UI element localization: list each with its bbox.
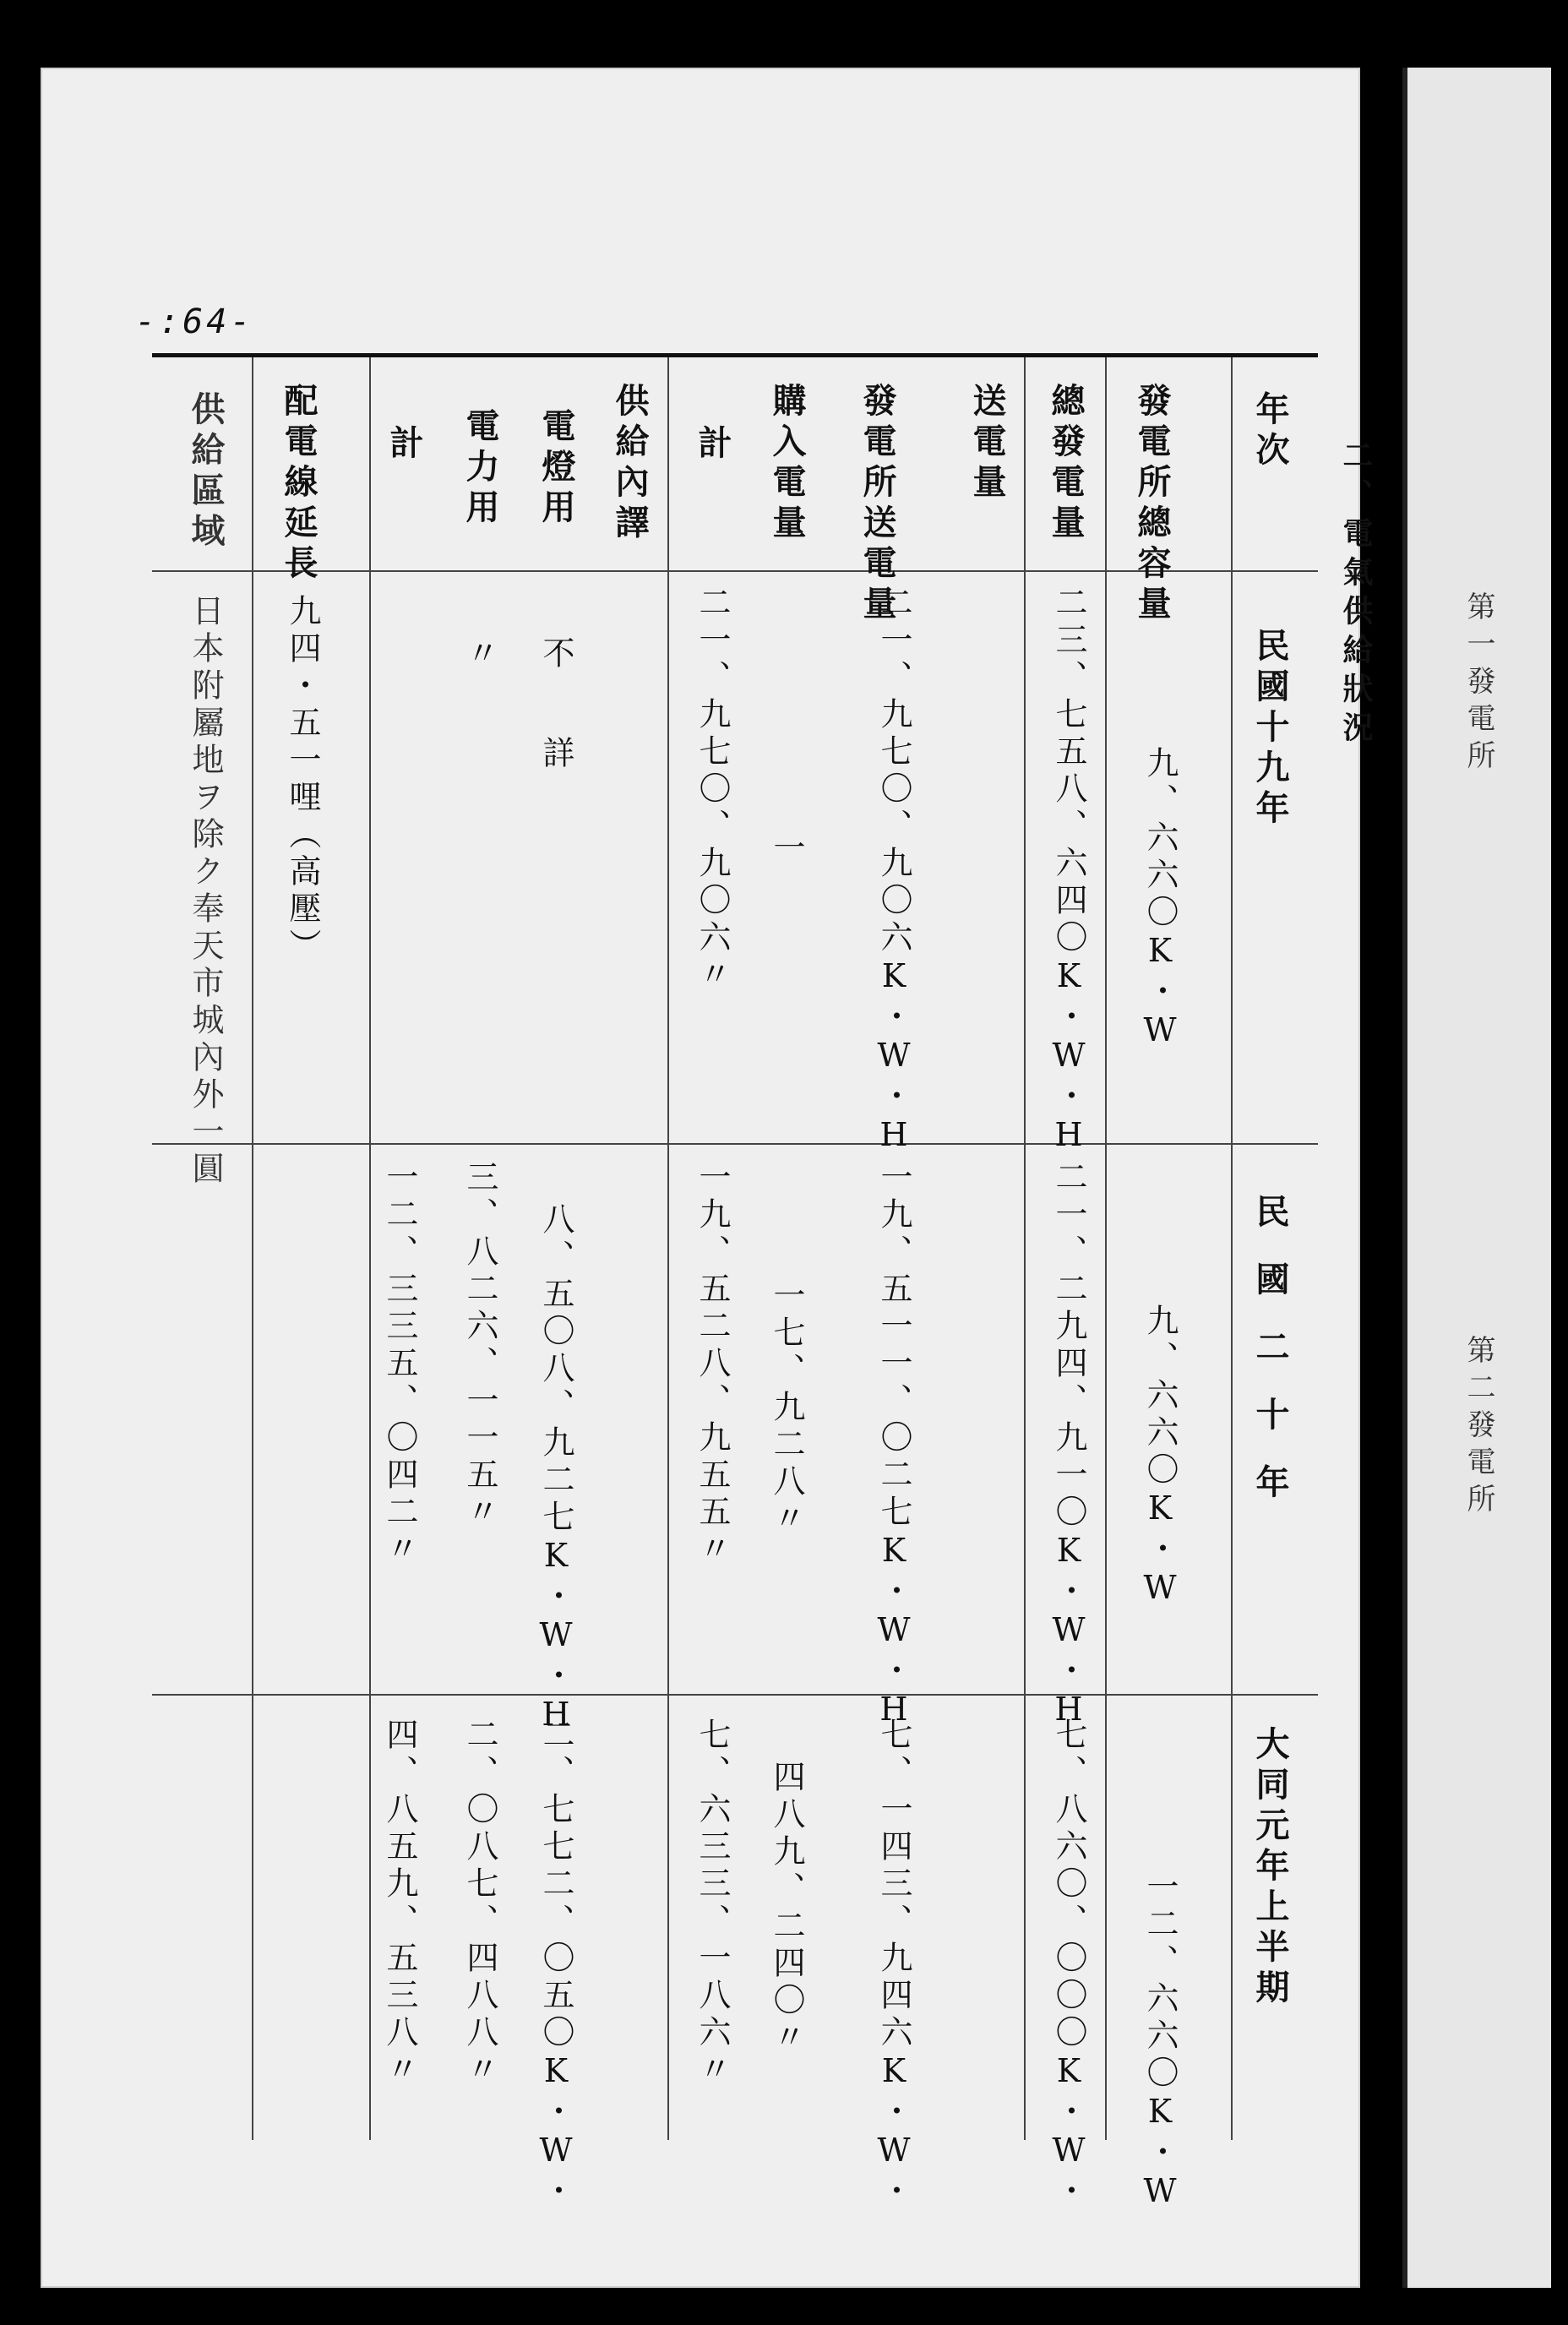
purchase-cell: 一 [768,830,805,868]
header-subtotal: 計 [693,425,732,466]
header-year: 年次 [1250,391,1290,472]
gen-total-cell: 二三、七五八、六四〇K・W・H [1050,585,1087,1158]
header-total: 計 [384,425,424,466]
header-line-length: 配電線延長 [279,383,318,585]
capacity-cell: 一二、六六〇K・W [1141,1870,1179,2214]
header-supply-breakdown: 供給內譯 [610,383,650,545]
plant-send-cell: 七、一四三、九四六K・W・ [875,1718,912,2211]
lighting-cell: 八、五〇八、九二七K・W・H [537,1202,574,1738]
purchase-cell: 四八九、二四〇〃 [768,1760,805,2057]
line-length-cell: 九四・五一哩（高壓） [284,594,321,966]
power-cell: 二、〇八七、四八八〃 [461,1718,498,2089]
lighting-cell: 不詳 [537,636,574,836]
adjacent-page [1402,68,1551,2288]
header-lighting: 電燈用 [536,408,576,530]
year-cell: 民國十九年 [1250,628,1290,830]
lighting-cell: 二、七七二、〇五〇K・W・ [537,1718,574,2211]
purchase-cell: 一七、九二八〃 [768,1278,805,1538]
plant-send-cell: 二一、九七〇、九〇六K・W・H [875,585,912,1158]
adjacent-page-text: 第二發電所 [1462,1335,1495,1521]
year-cell: 民國二十年 [1250,1194,1290,1532]
power-cell: 三、八二六、一一五〃 [461,1160,498,1532]
plant-send-cell: 一九、五一一、〇二七K・W・H [875,1160,912,1733]
year-cell: 大同元年上半期 [1250,1726,1290,2010]
header-send: 送電量 [967,383,1007,504]
total-cell: 一二、三三五、〇四二〃 [381,1160,418,1569]
gen-total-cell: 二一、二九四、九一〇K・W・H [1050,1160,1087,1733]
adjacent-page-text: 第一發電所 [1462,591,1495,777]
capacity-cell: 九、六六〇K・W [1141,746,1179,1054]
power-cell: 〃 [461,636,498,673]
total-cell: 四、八五九、五三八〃 [381,1718,418,2089]
gen-total-cell: 七、八六〇、〇〇〇K・W・ [1050,1718,1087,2211]
subtotal-cell: 七、六三三、一八六〃 [694,1718,731,2089]
supply-table [152,353,1318,2214]
capacity-cell: 九、六六〇K・W [1141,1304,1179,1611]
header-capacity: 發電所總容量 [1132,383,1172,626]
header-power: 電力用 [460,408,500,530]
header-gen-total: 總發電量 [1046,383,1086,545]
section-title: 二、電氣供給狀況 [1338,439,1374,750]
header-area: 供給區域 [186,391,226,553]
header-purchase: 購入電量 [767,383,807,545]
subtotal-cell: 一九、五二八、九五五〃 [694,1160,731,1569]
page-number: -:64- [135,302,254,341]
area-cell: 日本附屬地ヲ除ク奉天市城內外一圓 [187,594,224,1189]
header-plant-send: 發電所送電量 [858,383,897,626]
subtotal-cell: 二一、九七〇、九〇六〃 [694,585,731,994]
